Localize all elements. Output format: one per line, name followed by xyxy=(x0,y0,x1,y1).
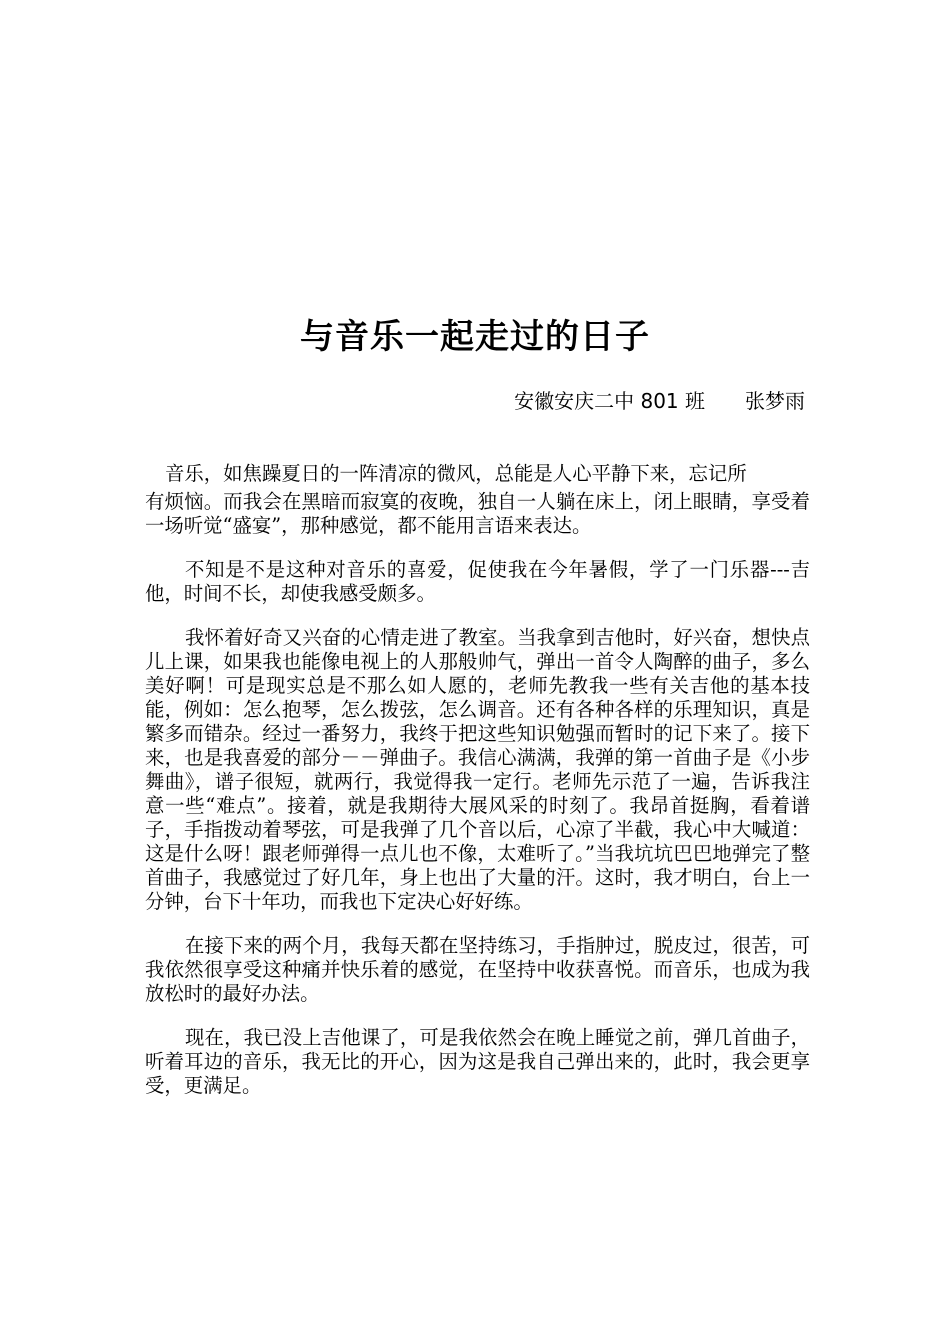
essay-body xyxy=(145,458,810,1118)
paragraph: 音乐，如焦躁夏日的一阵清凉的微风，总能是人心平静下来，忘记所 xyxy=(165,462,747,485)
paragraph: 我怀着好奇又兴奋的心情走进了教室。当我拿到吉他时，好兴奋，想快点儿上课，如果我也能像电视上的人那般帅气，弹出一首令人陶醉的曲子，多么美好啊！可是现实总是不那么如人愿的，老师先教我一些有关吉他的基本技能，例如：怎么抱琴，怎么拨弦，怎么调音。还有各种各样的乐理知识，真是繁多而错杂。经过一番努力，我终于把这些知识勉强而暂时的记下来了。接下来，也是我喜爱的部分－－弹曲子。我信心满满，我弹的第一首曲子是《小步舞曲》，谱子很短，就两行，我觉得我一定行。老师先示范了一遍，告诉我注意一些“难点”。接着，就是我期待大展风采的时刻了。我昂首挺胸，看着谱子，手指拨动着琴弦，可是我弹了几个音以后，心凉了半截，我心中大喊道：这是什么呀！跟老师弹得一点儿也不像，太难听了。”当我坑坑巴巴地弹完了整首曲子，我感觉过了好几年，身上也出了大量的汗。这时，我才明白，台上一分钟，台下十年功，而我也下定决心好好练。 xyxy=(145,626,810,913)
paragraph: 现在，我已没上吉他课了，可是我依然会在晚上睡觉之前，弹几首曲子，听着耳边的音乐，我无比的开心，因为这是我自己弹出来的，此时，我会更享受，更满足。 xyxy=(145,1026,810,1097)
paragraph: 不知是不是这种对音乐的喜爱，促使我在今年暑假，学了一门乐器---吉他，时间不长，却使我感受颇多。 xyxy=(145,558,810,605)
author-school: 安徽安庆二中 801 班 xyxy=(514,389,705,413)
byline xyxy=(514,386,805,416)
paragraph: 有烦恼。而我会在黑暗而寂寞的夜晚，独自一人躺在床上，闭上眼睛，享受着一场听觉“盛宴”，那种感觉，都不能用言语来表达。 xyxy=(145,490,810,537)
author-name: 张梦雨 xyxy=(745,389,805,413)
essay-title: 与音乐一起走过的日子 xyxy=(300,317,650,357)
paragraph: 在接下来的两个月，我每天都在坚持练习，手指肿过，脱皮过，很苦，可我依然很享受这种痛并快乐着的感觉，在坚持中收获喜悦。而音乐，也成为我放松时的最好办法。 xyxy=(145,934,810,1005)
